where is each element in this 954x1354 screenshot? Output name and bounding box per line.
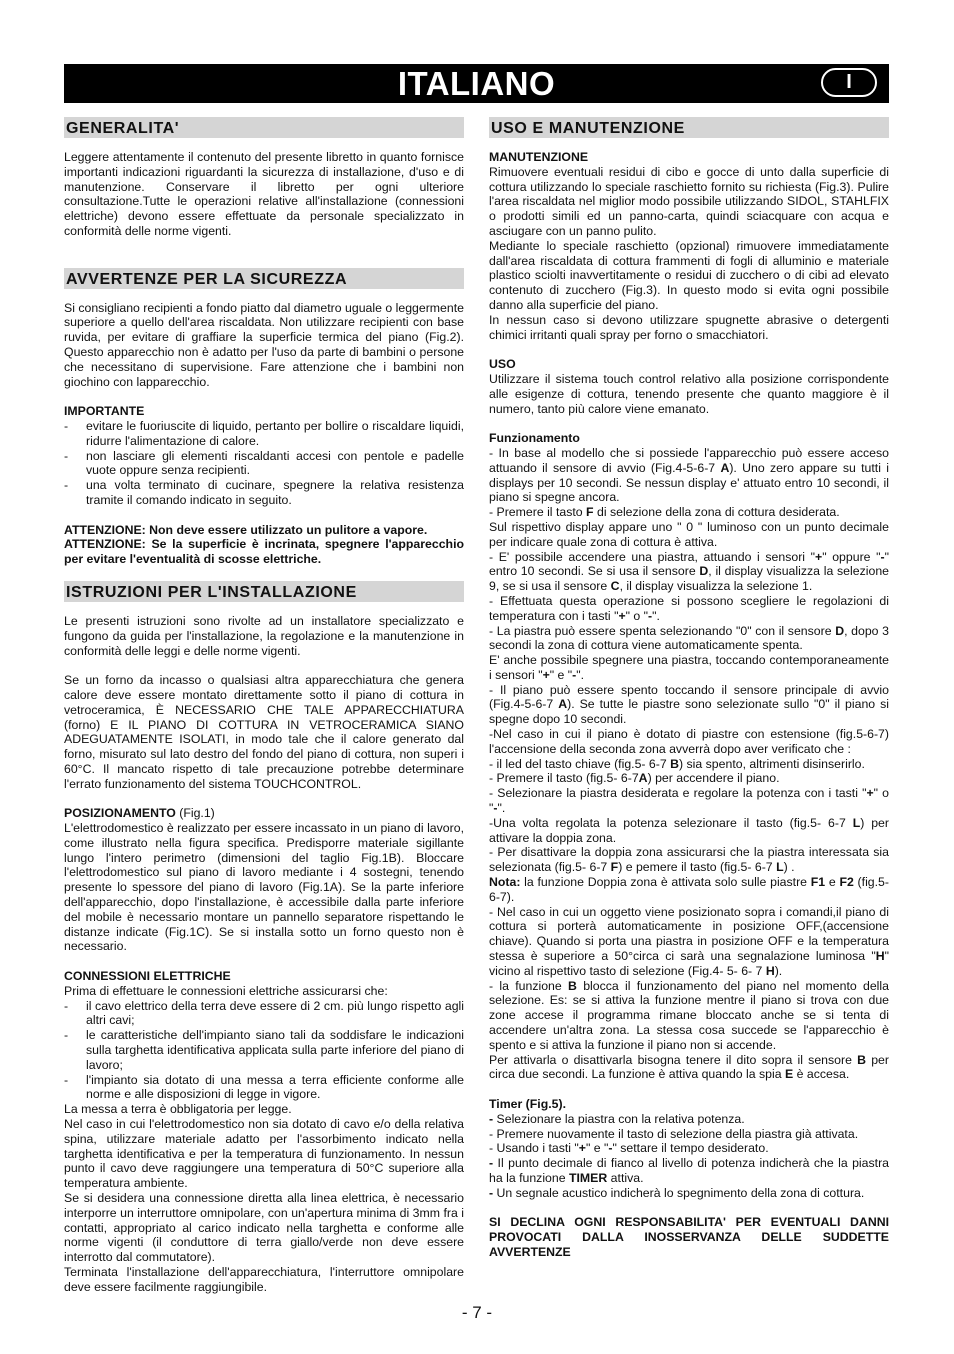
heading-istruzioni: ISTRUZIONI PER L'INSTALLAZIONE (64, 581, 464, 602)
funz-potenza: - Selezionare la piastra desiderata e regolare la potenza con i tasti "+" o "-". (489, 786, 890, 816)
importante-list (64, 419, 464, 508)
warning-steam: ATTENZIONE: Non deve essere utilizzato un pulitore a vapore. (64, 522, 428, 537)
funzionamento-title: Funzionamento (489, 431, 580, 446)
disclaimer: SI DECLINA OGNI RESPONSABILITA' PER EVENTUALI DANNI PROVOCATI DALLA INOSSERVANZA DELLE SUDDETTE AVVERTENZE (489, 1215, 889, 1259)
connessioni-diretta: Se si desidera una connessione diretta alla linea elettrica, è necessario interporre un interruttore omnipolare, con un'apertura minima di 3mm fra i contatti, appropriato al carico indicato nella targhetta e conforme alle norme vigenti (il conduttore di terra giallo/verde non deve essere interrotto dal commutatore). (64, 1191, 464, 1265)
list-item: - le caratteristiche dell'impianto siano tali da soddisfare le indicazioni sulla targhetta identificativa applicata sulla parte inferiore del piano di lavoro; (64, 1028, 464, 1072)
language-badge: I (821, 68, 877, 97)
importante-title: IMPORTANTE (64, 404, 145, 419)
heading-generalita: GENERALITA' (64, 117, 464, 138)
funz-led-chiave: - il led del tasto chiave (fig.5- 6-7 B) sia spento, altrimenti disinserirlo. (489, 756, 865, 771)
funz-doppia-zona: -Una volta regolata la potenza selezionare il tasto (fig.5- 6-7 L) per attivare la doppia zona. (489, 815, 889, 845)
list-item: - non lasciare gli elementi riscaldanti accesi con pentole e padelle vuote oppure senza recipienti. (64, 449, 464, 479)
posizionamento-title: POSIZIONAMENTO (Fig.1) (64, 806, 215, 821)
posizionamento-text: L'elettrodomestico è realizzato per essere incassato in un piano di lavoro, come illustrato nella figura specifica. Predisporre materiale sigillante lungo l'intero perimetro (dimensioni del taglio Fig.1B). Bloccare l'elettrodomestico sul piano di lavoro mediante i 4 sostegni, tenendo presente lo spessore del piano di lavoro (Fig.1A). Se la parte inferiore dell'apparecchio, dopo l'installazione, è accessibile dalla parte inferiore del mobile è necessario montare un pannello separatore rispettando le distanze indicate (Fig.1C). Se si installa sotto un forno questo non è necessario. (64, 821, 464, 954)
right-column (489, 117, 889, 1260)
connessioni-cavo: Nel caso in cui l'elettrodomestico non sia dotato di cavo e/o della relativa spina, utilizzare materiale adatto per l'assorbimento indicato nella targhetta identificativa e per la temperatura di funzionamento. In nessun punto il cavo deve raggiungere una temperatura di 50°C superiore alla temperatura ambiente. (64, 1117, 464, 1191)
heading-avvertenze: AVVERTENZE PER LA SICUREZZA (64, 268, 464, 289)
connessioni-intro: Prima di effettuare le connessioni elettriche assicurarsi che: (64, 983, 388, 998)
manutenzione-p1: Rimuovere eventuali residui di cibo e gocce di unto dalla superficie di cottura utilizzando lo speciale raschietto fornito su richiesta (Fig.3). Pulire l'area riscaldata nel miglior modo possibile utilizzando SIDOL, STAHLFIX o prodotti simili ed un panno-carta, quindi sciacquare con acqua e asciugare con un panno pulito. (489, 164, 889, 238)
funz-accendi-piano: - Premere il tasto (fig.5- 6-7A) per accendere il piano. (489, 771, 780, 786)
funz-spegnimento-2: E' anche possibile spegnere una piastra, toccando contemporaneamente i sensori "+" e "-". (489, 653, 889, 682)
connessioni-terra: La messa a terra è obbligatoria per legge. (64, 1102, 292, 1117)
generalita-text: Leggere attentamente il contenuto del presente libretto in quanto fornisce importanti indicazioni riguardanti la sicurezza di installazione, d'uso e di manutenzione. Conservare il libretto per ogni ulteriore consultazione.Tutte le operazioni relative all'installazione (connessioni elettriche) devono essere effettuate da personale specializzato in conformità delle norme vigenti. (64, 150, 464, 238)
list-item: - una volta terminato di cucinare, spegnere la relativa resistenza tramite il comando indicato in seguito. (64, 478, 464, 508)
istruzioni-intro: Le presenti istruzioni sono rivolte ad un installatore specializzato e fungono da guida per l'installazione, la regolazione e la manutenzione in conformità delle leggi e delle norme vigenti. (64, 613, 464, 658)
timer-step-4: - Il punto decimale di fianco al livello di potenza indicherà che la piastra ha la funzione TIMER attiva. (489, 1156, 889, 1185)
warning-crack: ATTENZIONE: Se la superficie è incrinata, spegnere l'apparecchio per evitare l'eventualità di scosse elettriche. (64, 537, 464, 567)
timer-step-5: - Un segnale acustico indicherà lo spegnimento della zona di cottura. (489, 1185, 865, 1200)
connessioni-terminata: Terminata l'installazione dell'apparecchiatura, l'interruttore omnipolare deve essere facilmente raggiungibile. (64, 1264, 464, 1294)
funz-selezione: - Premere il tasto F di selezione della zona di cottura desiderata. (489, 505, 840, 520)
uso-title: USO (489, 357, 516, 372)
manutenzione-p2: Mediante lo speciale raschietto (opzional) rimuovere immediatamente dall'area riscaldata di cottura frammenti di fogli di alluminio e materiale plastico sciolti inavvertitamente o residui di zucchero o di cibi ad elevato contenuto di zucchero (Fig.3). In questo modo si evita ogni possibile danno alla superficie del piano. (489, 238, 889, 312)
funz-estensione: -Nel caso in cui il piano è dotato di piastre con estensione (fig.5-6-7) l'accensione della seconda zona avverrà dopo aver verificato che : (489, 727, 889, 756)
funz-attivazione: Per attivarla o disattivarla bisogna tenere il dito sopra il sensore B per circa due secondi. La funzione è attiva quando la spia E è accesa. (489, 1052, 889, 1082)
funz-accensione: - In base al modello che si possiede l'apparecchio può essere acceso attuando il sensore di avvio (Fig.4-5-6-7 A). Uno zero appare su tutti i displays per 10 secondi. Se nessun display e' attuato entro 10 secondi, il piano si spegne ancora. (489, 445, 889, 505)
list-item: - il cavo elettrico della terra deve essere di 2 cm. più lungo rispetto agli altri cavi; (64, 999, 464, 1029)
manutenzione-title: MANUTENZIONE (489, 150, 589, 164)
funz-nota: Nota: la funzione Doppia zona è attivata solo sulle piastre F1 e F2 (fig.5- 6-7). (489, 875, 889, 904)
funz-oggetto: - Nel caso in cui un oggetto viene posizionato sopra i comandi,il piano di cottura si porterà automaticamente in posizione OFF,(accensione chiave). Quando si porta una piastra in posizione OFF e la temperatura stessa è superiore a 50°circa ci sarà una segnalazione luminosa "H" vicino al rispettivo tasto di selezione (Fig.4- 5- 6- 7 H). (489, 904, 889, 978)
manutenzione-p3: In nessun caso si devono utilizzare spugnette abrasive o detergenti chimici irritanti quali spray per forno o smacchiatori. (489, 312, 889, 342)
list-item: - l'impianto sia dotato di una messa a terra efficiente conforme alle norme e alle disposizioni di legge in vigore. (64, 1073, 464, 1103)
funz-spegnimento: - La piastra può essere spenta selezionando "0" con il sensore D, dopo 3 secondi la zona di cottura viene automaticamente spenta. (489, 623, 889, 653)
funz-display: Sul rispettivo display appare uno " 0 " luminoso con un punto decimale per indicare quale zona di cottura è attiva. (489, 519, 889, 549)
page-number: - 7 - (461, 1303, 493, 1322)
funz-spegnimento-piano: - Il piano può essere spento toccando il sensore principale di avvio (Fig.4-5-6-7 A). Se tutte le piastre sono selezionate sullo "0" il piano si spegne dopo 10 secondi. (489, 682, 889, 727)
timer-step-3: - Usando i tasti "+" e "-" settare il tempo desiderato. (489, 1141, 769, 1156)
left-column (64, 117, 464, 1295)
timer-step-1: - Selezionare la piastra con la relativa potenza. (489, 1111, 745, 1126)
uso-text: Utilizzare il sistema touch control relativo alla posizione corrispondente alle esigenze di cottura, tenendo presente che quanto maggiore è il numero, tanto più calore viene emanato. (489, 371, 889, 416)
timer-title: Timer (Fig.5). (489, 1097, 566, 1111)
funz-sensori: - E' possibile accendere una piastra, attuando i sensori "+" oppure "-" entro 10 secondi. Se si usa il sensore D, il display visualizza la selezione 9, se si usa il sensore C, il display visualizza la selezione 1. (489, 549, 889, 594)
timer-step-2: - Premere nuovamente il tasto di selezione della piastra già attivata. (489, 1126, 859, 1141)
connessioni-list (64, 999, 464, 1103)
language-banner (64, 64, 889, 103)
funz-blocco: - la funzione B blocca il funzionamento del piano nel momento della selezione. Es: se si attiva la funzione mentre il piano si trova con due zone accese il programma rimane bloccato anche se si tenta di accendere un'altra zona. La stessa cosa succede se l'apparecchio è spento e si attiva la funzione il piano non si accende. (489, 978, 889, 1052)
avvertenze-text: Si consigliano recipienti a fondo piatto dal diametro uguale o leggermente superiore a quello dell'area riscaldata. Non utilizzare recipienti con base ruvida, per evitare di graffiare la superficie termica del piano (Fig.2). Questo apparecchio non è adatto per l'uso da parte di bambini o persone che necessitano di supervisione. Fare attenzione che i bambini non giochino con lapparecchio. (64, 300, 464, 389)
funz-regolazioni: - Effettuata questa operazione si possono scegliere le regolazioni di temperatura con i tasti "+" o "-". (489, 593, 889, 623)
istruzioni-forno: Se un forno da incasso o qualsiasi altra apparecchiatura che genera calore deve essere montato direttamente sotto il piano di cottura in vetroceramica, È NECESSARIO CHE TALE APPARECCHIATURA (forno) E IL PIANO DI COTTURA IN VETROCERAMICA SIANO ADEGUATAMENTE ISOLATI, in modo tale che il calore generato dal forno, misurato sul lato destro del fondo del piano di cottura, non superi i 60°C. Il mancato rispetto di tale precauzione potrebbe determinare l'errato funzionamento del sistema TOUCHCONTROL. (64, 673, 464, 791)
heading-uso-manutenzione: USO E MANUTENZIONE (489, 117, 889, 138)
funz-disattiva-doppia: - Per disattivare la doppia zona assicurarsi che la piastra interessata sia selezionata (fig.5- 6-7 F) e pemere il tasto (fig.5- 6-7 L) . (489, 845, 889, 875)
page-title: ITALIANO (397, 65, 556, 102)
list-item: - evitare le fuoriuscite di liquido, pertanto per bollire o riscaldare liquidi, ridurre l'alimentazione di calore. (64, 419, 464, 449)
connessioni-title: CONNESSIONI ELETTRICHE (64, 969, 231, 984)
